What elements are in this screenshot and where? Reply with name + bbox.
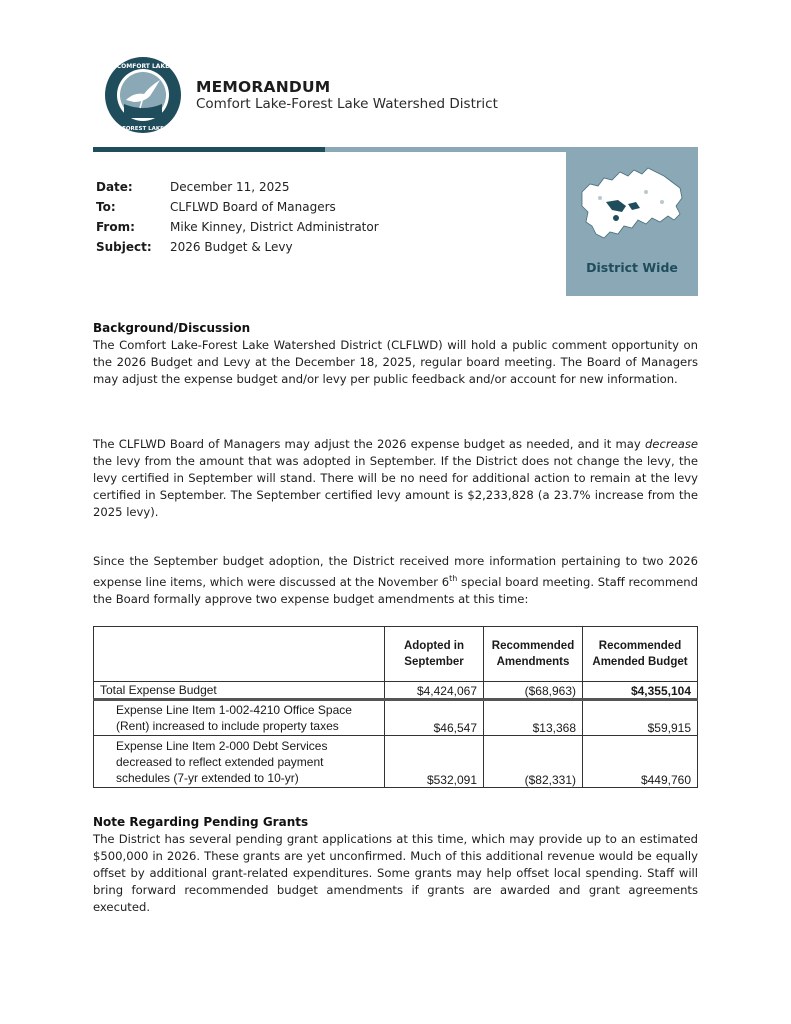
- meta-row-from: [96, 217, 379, 237]
- row-label: Expense Line Item 2-000 Debt Services decreased to reflect extended payment schedules (7-yr extended to 10-yr): [94, 736, 385, 788]
- logo-text-bottom: FOREST LAKE: [122, 126, 164, 132]
- amendment-value: ($68,963): [484, 682, 583, 700]
- meta-row-subject: [96, 237, 379, 257]
- district-map-icon: [576, 162, 688, 254]
- meta-value: 2026 Budget & Levy: [170, 240, 293, 254]
- adopted-value: $4,424,067: [385, 682, 484, 700]
- meta-label: Date:: [96, 180, 133, 194]
- text-span: Since the September budget adoption, the District received more information pertaining to two 2026 expense line items, which were discussed at the November 6: [93, 554, 698, 589]
- meta-label: From:: [96, 220, 135, 234]
- memo-meta: [96, 177, 379, 257]
- table-header: Recommended Amended Budget: [583, 627, 698, 682]
- meta-value: Mike Kinney, District Administrator: [170, 220, 379, 234]
- background-heading: Background/Discussion: [93, 321, 251, 335]
- table-row: [94, 682, 698, 700]
- background-paragraph-3: [93, 553, 698, 608]
- amendment-value: ($82,331): [484, 736, 583, 788]
- table-row: [94, 700, 698, 736]
- meta-label: To:: [96, 200, 116, 214]
- table-header: [94, 627, 385, 682]
- table-header: Adopted in September: [385, 627, 484, 682]
- meta-value: December 11, 2025: [170, 180, 290, 194]
- text-span: special board meeting. Staff recommend the Board formally approve two expense budget amendments at this time:: [93, 574, 698, 606]
- logo-text-top: COMFORT LAKE: [116, 63, 170, 70]
- background-paragraph-1: The Comfort Lake-Forest Lake Watershed District (CLFLWD) will hold a public comment opportunity on the 2026 Budget and Levy at the December 18, 2025, regular board meeting. The Board of Managers may adjust the expense budget and/or levy per public feedback and/or account for new information.: [93, 338, 698, 386]
- meta-row-to: [96, 197, 379, 217]
- amended-value: $449,760: [583, 736, 698, 788]
- row-label: Expense Line Item 1-002-4210 Office Space (Rent) increased to include property taxes: [94, 700, 385, 736]
- text-span: the levy from the amount that was adopted in September. If the District does not change the levy, the levy certified in September will stand. There will be no need for additional action to remain at the levy certified in September. The September certified levy amount is $2,233,828 (a 23.7% increase from the 2025 levy).: [93, 454, 698, 519]
- superscript: th: [449, 574, 458, 583]
- adopted-value: $46,547: [385, 700, 484, 736]
- table-header: Recommended Amendments: [484, 627, 583, 682]
- header-rule-dark: [93, 147, 325, 152]
- table-row: [94, 736, 698, 788]
- district-wide-label: District Wide: [586, 260, 678, 275]
- district-map-badge: [566, 152, 698, 296]
- row-label: Total Expense Budget: [94, 682, 385, 700]
- organization-name: Comfort Lake-Forest Lake Watershed District: [196, 96, 498, 112]
- emphasis-text: decrease: [644, 437, 698, 451]
- meta-value: CLFLWD Board of Managers: [170, 200, 336, 214]
- adopted-value: $532,091: [385, 736, 484, 788]
- district-logo: [104, 56, 182, 134]
- grants-heading: Note Regarding Pending Grants: [93, 815, 309, 829]
- background-paragraph-2: [93, 436, 698, 521]
- table-header-row: [94, 627, 698, 682]
- memo-title: MEMORANDUM: [196, 78, 331, 96]
- meta-row-date: [96, 177, 379, 197]
- text-span: The CLFLWD Board of Managers may adjust the 2026 expense budget as needed, and it may: [93, 437, 645, 451]
- amendment-value: $13,368: [484, 700, 583, 736]
- budget-amendments-table: [93, 626, 698, 788]
- amended-value: $59,915: [583, 700, 698, 736]
- meta-label: Subject:: [96, 240, 152, 254]
- amended-value: $4,355,104: [583, 682, 698, 700]
- grants-paragraph: The District has several pending grant applications at this time, which may provide up to an estimated $500,000 in 2026. These grants are yet unconfirmed. Much of this additional revenue would be equally offset by additional grant-related expenditures. Some grants may help offset local spending. Staff will bring forward recommended budget amendments if grants are awarded and grant agreements executed.: [93, 832, 698, 914]
